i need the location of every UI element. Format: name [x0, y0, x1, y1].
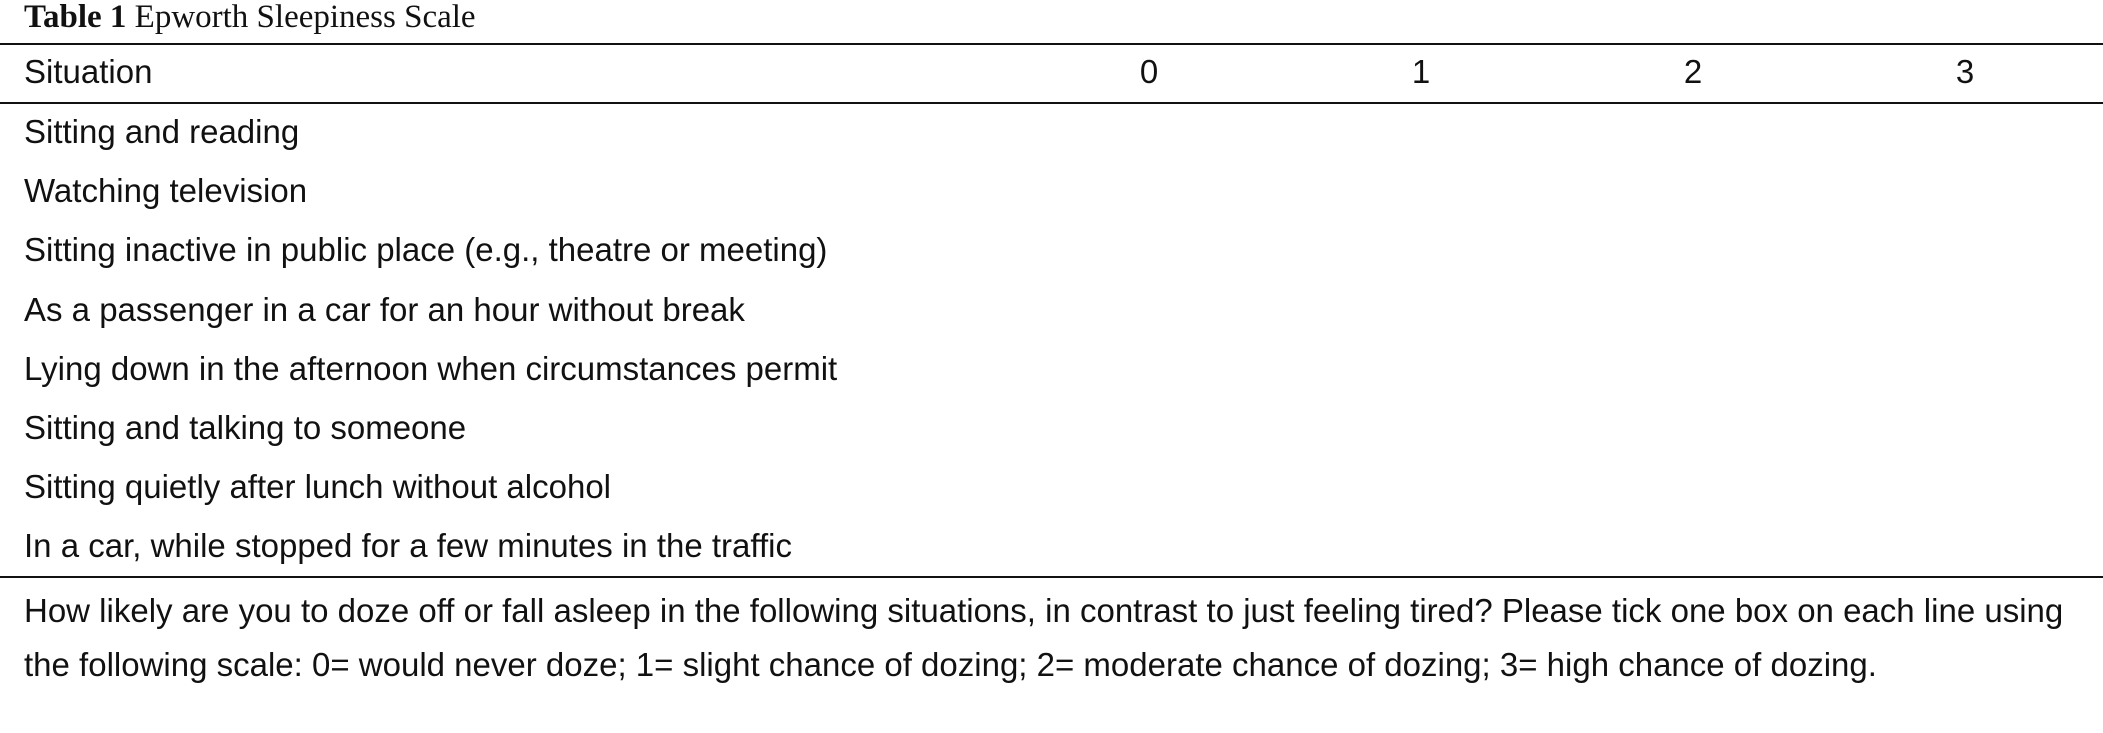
top-rule [0, 43, 2103, 45]
header-rule [0, 102, 2103, 104]
table-row: Sitting and reading [24, 113, 300, 150]
header-situation: Situation [24, 53, 153, 90]
table-footnote: How likely are you to doze off or fall asleep in the following situations, in contrast to just feeling tired? Please tick one box on each line using the following scale: 0= would never doze; 1= slight chance of dozing; 2= moderate chance of dozing; 3= high chance of dozing. [24, 592, 2064, 683]
table-row: In a car, while stopped for a few minutes in the traffic [24, 527, 792, 564]
bottom-rule [0, 576, 2103, 578]
table-caption [24, 0, 476, 40]
table-row: Sitting quietly after lunch without alcohol [24, 468, 612, 505]
table-title: Epworth Sleepiness Scale [134, 0, 476, 35]
header-score-0: 0 [1139, 53, 1159, 90]
table-row: Watching television [24, 172, 308, 209]
header-score-3: 3 [1955, 53, 1975, 90]
header-score-2: 2 [1683, 53, 1703, 90]
table-row: As a passenger in a car for an hour without break [24, 291, 745, 328]
table-label: Table 1 [24, 0, 127, 35]
table-row: Lying down in the afternoon when circumstances permit [24, 350, 838, 387]
table-row: Sitting inactive in public place (e.g., theatre or meeting) [24, 231, 828, 268]
header-score-1: 1 [1411, 53, 1431, 90]
table-row: Sitting and talking to someone [24, 409, 467, 446]
